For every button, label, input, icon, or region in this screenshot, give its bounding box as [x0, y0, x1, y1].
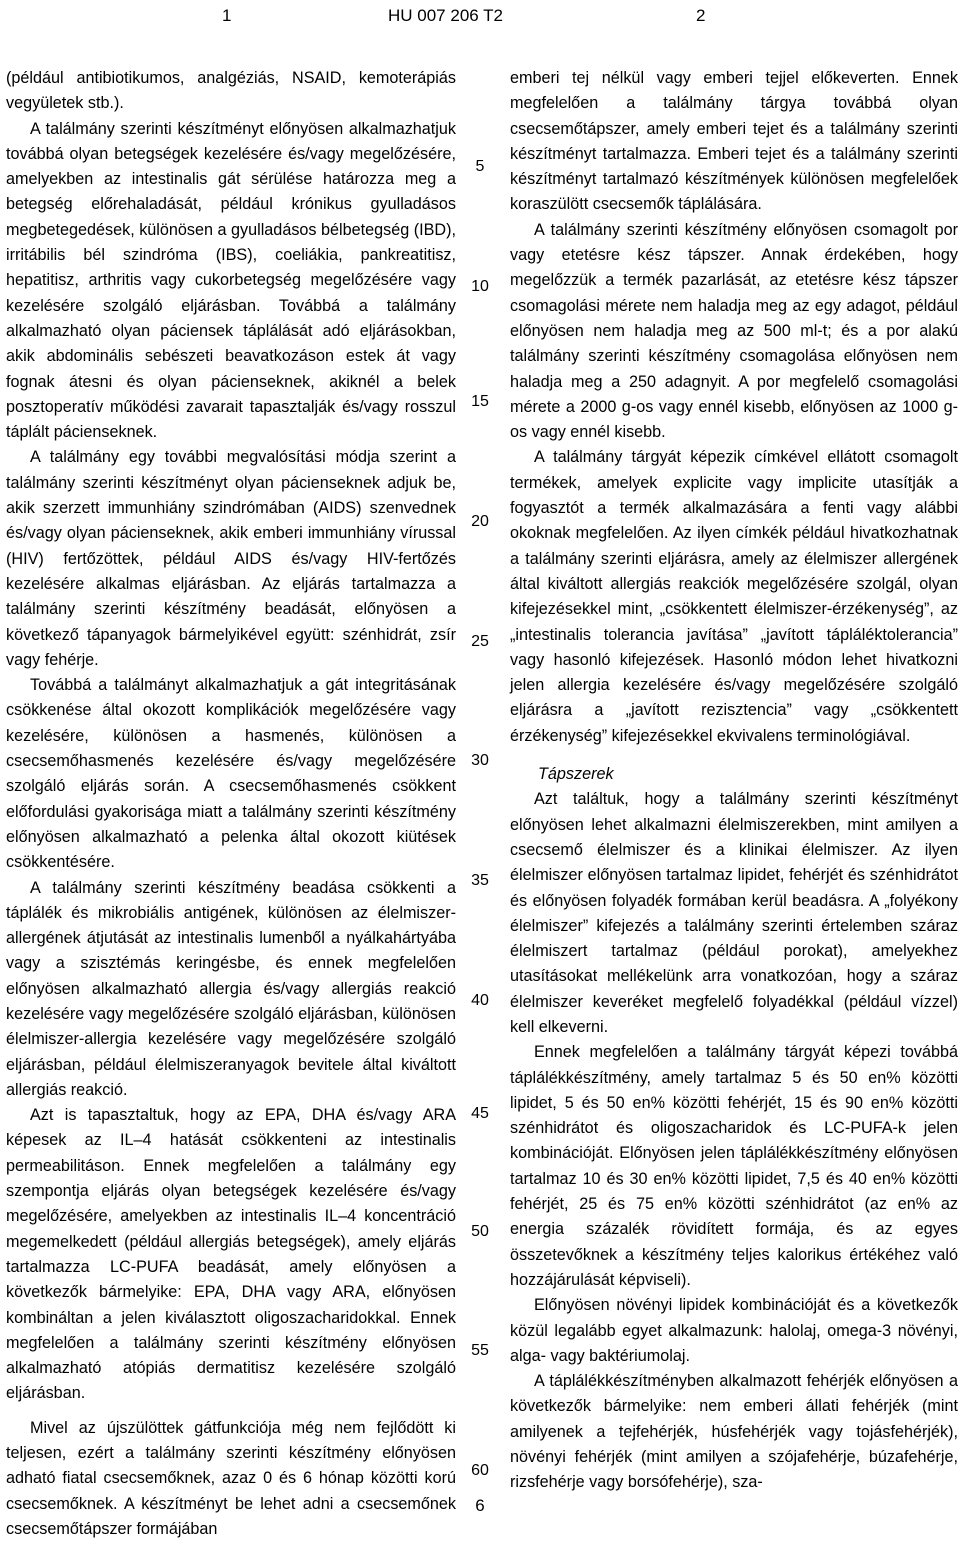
line-number: 30 — [471, 752, 489, 769]
paragraph: Azt is tapasztaltuk, hogy az EPA, DHA és/vagy ARA képesek az IL–4 hatását csökkenteni az intestinalis permeabilitáson. Ennek megfelelően a találmány egy szempontja eljárás olyan betegségek kezelésére és/vagy megelőzésére, amelyekben az intestinalis IL–4 koncentráció megemelkedett (például allergiás betegségek), amely eljárás tartalmazza LC-PUFA beadását, amely előnyösen a következők bármelyike: EPA, DHA vagy ARA, előnyösen kombináltan a jelen kiválasztott oligoszacharidokkal. Ennek megfelelően a találmány szerinti készítmény előnyösen alkalmazható atópiás dermatitisz kezelésére szolgáló eljárásban. — [6, 1106, 456, 1403]
paragraph: A találmány szerinti készítmény előnyösen csomagolt por vagy etetésre kész tápszer. Annak érdekében, hogy megelőzzük a termék pazarlását, az etetésre kész tápszer csomagolási mérete nem haladja meg az egy adagot, például előnyösen nem haladja meg az 500 ml-t; és a por alakú találmány szerinti készítmény csomagolása előnyösen nem haladja meg a 250 adagnyit. A por megfelelő csomagolási mérete a 2000 g-os vagy ennél kisebb, előnyösen az 1000 g-os vagy ennél kisebb. — [510, 220, 958, 442]
line-number: 60 — [471, 1462, 489, 1479]
section-heading: Tápszerek — [538, 765, 614, 784]
right-column-number: 2 — [696, 6, 706, 25]
paragraph: (például antibiotikumos, analgéziás, NSAID, kemoterápiás vegyületek stb.). — [6, 69, 456, 113]
right-column — [510, 66, 958, 1496]
left-column-number: 1 — [222, 6, 232, 25]
paragraph: A találmány szerinti készítmény beadása csökkenti a táplálék és mikrobiális antigének, különösen az élelmiszer-allergének átjutását az intestinalis lumenből a nyálkahártyába vagy a szisztémás keringésbe, és ennek megfelelően előnyösen alkalmazható allergia és/vagy allergiás reakció kezelésére vagy megelőzésére szolgáló eljárásban, különösen élelmiszer-allergia kezelésére vagy megelőzésére szolgáló eljárásban, például élelmiszeranyagok bevitele által kiváltott allergiás reakció. — [6, 878, 456, 1099]
line-number: 10 — [471, 278, 489, 295]
document-id: HU 007 206 T2 — [388, 6, 503, 25]
line-number: 40 — [471, 992, 489, 1009]
paragraph: emberi tej nélkül vagy emberi tejjel előkeverten. Ennek megfelelően a találmány tárgya továbbá olyan csecsemőtápszer, amely emberi tejet és a találmány szerinti készítményt tartalmazza. Emberi tejet és a találmány szerinti készítményt tartalmazó készítmények különösen megfelelőek koraszülött csecsemők táplálására. — [510, 69, 958, 214]
line-number: 55 — [471, 1342, 489, 1359]
paragraph: A találmány egy további megvalósítási módja szerint a találmány szerinti készítményt olyan pácienseknek adjuk be, akik szerzett immunhiány szindrómában (AIDS) szenvednek és/vagy olyan pácienseknek, akik emberi immunhiány vírussal (HIV) fertőzöttek, például AIDS és/vagy HIV-fertőzés kezelésére alkalmas eljárásban. Az eljárás tartalmazza a találmány szerinti készítmény beadását, előnyösen a következő tápanyagok bármelyikével együtt: szénhidrát, zsír vagy fehérje. — [6, 448, 456, 669]
line-number: 50 — [471, 1223, 489, 1240]
line-number: 35 — [471, 872, 489, 889]
line-number: 5 — [475, 158, 485, 175]
line-number: 25 — [471, 633, 489, 650]
paragraph: Előnyösen növényi lipidek kombinációját és a következők közül legalább egyet alkalmazunk: halolaj, omega-3 növényi, alga- vagy baktériumolaj. — [510, 1296, 958, 1365]
line-number: 20 — [471, 513, 489, 530]
paragraph: Továbbá a találmányt alkalmazhatjuk a gát integritásának csökkenése által okozott komplikációk megelőzésére vagy kezelésére, különösen a hasmenés, különösen a csecsemőhasmenés kezelésére és/vagy megelőzésére szolgáló eljárás során. A csecsemőhasmenés csökkent előfordulási gyakorisága miatt a találmány szerinti készítmény előnyösen alkalmazható a pelenka által okozott kiütések csökkentésére. — [6, 676, 456, 872]
paragraph: Azt találtuk, hogy a találmány szerinti készítményt előnyösen lehet alkalmazni élelmiszerekben, mint amilyen a csecsemő élelmiszer és a klinikai élelmiszer. Az ilyen élelmiszer előnyösen tartalmaz lipidet, fehérjét és szénhidrátot és előnyösen folyadék formában kerül beadásra. A „folyékony élelmiszer” kifejezés a találmány szerinti értelemben száraz élelmiszert tartalmaz (például porokat), amelyekhez utasításokat mellékelünk arra vonatkozóan, hogy a száraz élelmiszer keveréket megfelelő folyadékkal (például vízzel) kell elkeverni. — [510, 790, 958, 1036]
line-number: 45 — [471, 1105, 489, 1122]
line-number: 15 — [471, 393, 489, 410]
page-number: 6 — [475, 1496, 485, 1515]
paragraph: A találmány tárgyát képezik címkével ellátott csomagolt termékek, amelyek explicite vagy implicite utasítják a fogyasztót a termék alkalmazására a fenti vagy alábbi okoknak megfelelően. Az ilyen címkék például hivatkozhatnak a találmány szerinti eljárásra, amely az élelmiszer allergének által kiváltott allergiás reakciók megelőzésére szolgál, olyan kifejezésekkel mint, „csökkentett élelmiszer-érzékenység”, az „intestinalis tolerancia javítása” „javított tápláléktolerancia” vagy hasonló kifejezések. Hasonló módon lehet hivatkozni jelen allergia kezelésére és/vagy megelőzésére szolgáló eljárásra a „javított rezisztencia” vagy „csökkentett érzékenység” kifejezésekkel ekvivalens terminológiával. — [510, 448, 958, 745]
paragraph: Mivel az újszülöttek gátfunkciója még nem fejlődött ki teljesen, ezért a találmány szerinti készítmény előnyösen adható fiatal csecsemőknek, azaz 0 és 6 hónap közötti korú csecsemőknek. A készítményt be lehet adni a csecsemőnek csecsemőtápszer formájában — [6, 1418, 456, 1538]
page-header — [0, 0, 960, 32]
paragraph: A találmány szerinti készítményt előnyösen alkalmazhatjuk továbbá olyan betegségek kezelésére és/vagy megelőzésére, amelyekben az intestinalis gát sérülése határozza meg a betegség előrehaladását, például krónikus gyulladásos megbetegedések, különösen a gyulladásos bélbetegség (IBD), irritábilis bél szindróma (IBS), coeliákia, pankreatitisz, hepatitisz, arthritis vagy cukorbetegség megelőzésére vagy kezelésére szolgáló eljárásban. Továbbá a találmány alkalmazható olyan páciensek táplálását adó eljárásokban, akik abdominális sebészeti beavatkozáson estek át vagy fognak átesni és olyan pácienseknek, akiknél a belek posztoperatív működési zavarait tapasztalják és/vagy rosszul táplált pácienseknek. — [6, 119, 456, 442]
paragraph: A táplálékkészítményben alkalmazott fehérjék előnyösen a következők bármelyike: nem emberi állati fehérjék (mint amilyenek a tejfehérjék, húsfehérjék vagy tojásfehérjék), növényi fehérjék (mint amilyen a szójafehérje, búzafehérje, rizsfehérje vagy borsófehérje), sza- — [510, 1372, 958, 1492]
paragraph: Ennek megfelelően a találmány tárgyát képezi továbbá táplálékkészítmény, amely tartalmaz 5 és 50 en% közötti lipidet, 5 és 50 en% közötti fehérjét, 15 és 90 en% közötti szénhidrátot és oligoszacharidok és LC-PUFA-k jelen kombinációját. Előnyösen jelen táplálékkészítmény előnyösen tartalmaz 10 és 30 en% közötti lipidet, 7,5 és 40 en% közötti fehérjét, 25 és 75 en% közötti szénhidrátot (az en% az energia százalék rövidített formája, és az egyes összetevőknek a készítmény teljes kalorikus értékéhez való hozzájárulását képviseli). — [510, 1043, 958, 1289]
paragraph-gap — [6, 1407, 456, 1416]
left-column — [6, 66, 456, 1542]
